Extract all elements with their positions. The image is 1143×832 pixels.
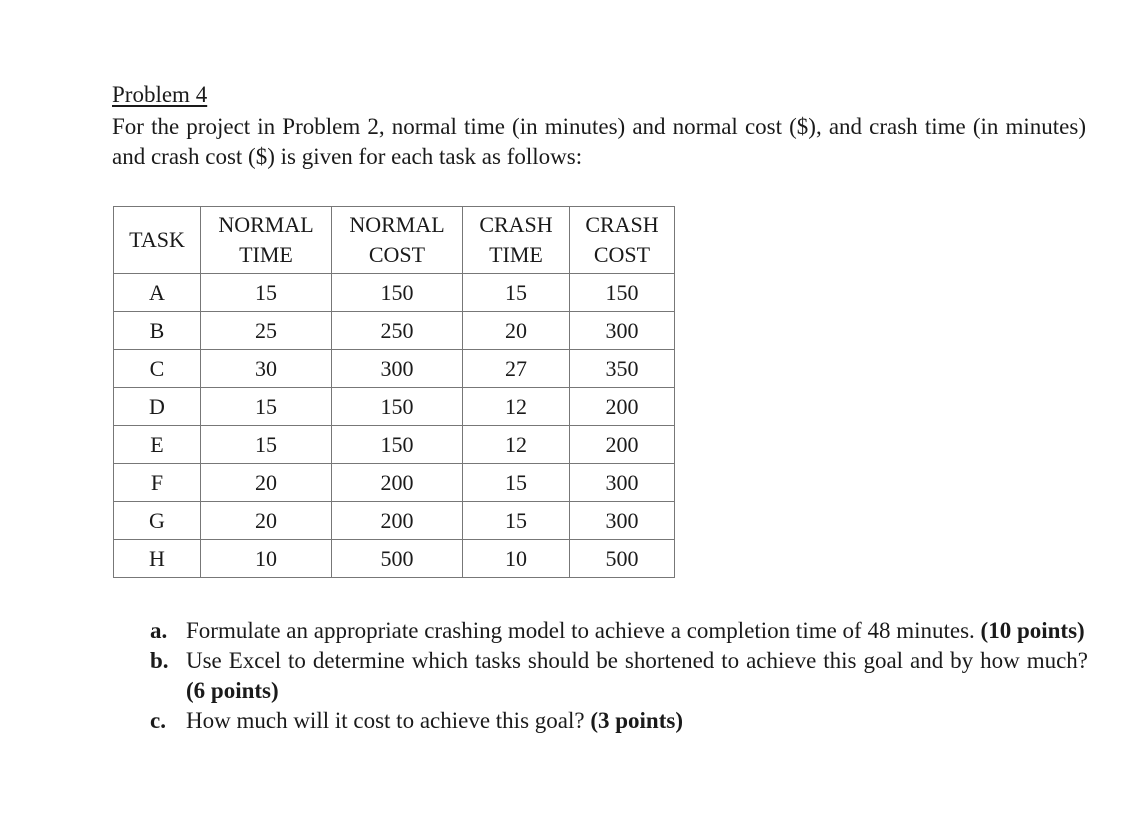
question-item: [150, 616, 1088, 646]
cell-normal-time: 30: [201, 350, 332, 388]
cell-task: H: [114, 540, 201, 578]
header-crash-time: [463, 207, 570, 274]
cell-normal-time: 20: [201, 464, 332, 502]
cell-task: C: [114, 350, 201, 388]
table-row: [114, 312, 675, 350]
cell-crash-time: 20: [463, 312, 570, 350]
header-label-line: TIME: [489, 242, 543, 267]
header-label-line: COST: [593, 242, 651, 267]
table-row: [114, 540, 675, 578]
problem-intro: For the project in Problem 2, normal time (in minutes) and normal cost ($), and crash time (in minutes) and crash cost ($) is given for each task as follows:: [112, 114, 1086, 169]
cell-task: D: [114, 388, 201, 426]
cell-normal-cost: 200: [332, 464, 463, 502]
cell-task: B: [114, 312, 201, 350]
question-list: [150, 616, 1088, 736]
question-marker: b.: [150, 648, 169, 673]
header-label-line: NORMAL: [218, 212, 314, 237]
header-crash-cost: [570, 207, 675, 274]
table-row: [114, 426, 675, 464]
cell-crash-time: 12: [463, 388, 570, 426]
question-text: How much will it cost to achieve this goal?: [186, 708, 591, 733]
table-header-row: [114, 207, 675, 274]
cell-crash-time: 15: [463, 502, 570, 540]
cell-normal-cost: 150: [332, 274, 463, 312]
header-label-line: CRASH: [479, 212, 553, 237]
question-text: Use Excel to determine which tasks should be shortened to achieve this goal and by how much?: [186, 648, 1088, 673]
table-row: [114, 464, 675, 502]
question-points: (10 points): [980, 618, 1085, 643]
question-points: (3 points): [590, 708, 683, 733]
header-label-line: TASK: [129, 227, 185, 252]
question-marker: a.: [150, 618, 168, 643]
cell-normal-cost: 150: [332, 426, 463, 464]
cell-task: G: [114, 502, 201, 540]
table-body: [114, 274, 675, 578]
cell-crash-cost: 350: [570, 350, 675, 388]
cell-crash-cost: 150: [570, 274, 675, 312]
cell-normal-time: 15: [201, 388, 332, 426]
question-points: (6 points): [186, 678, 279, 703]
header-normal-cost: [332, 207, 463, 274]
table-row: [114, 388, 675, 426]
cell-normal-time: 10: [201, 540, 332, 578]
cell-normal-cost: 150: [332, 388, 463, 426]
cell-normal-time: 25: [201, 312, 332, 350]
cell-crash-time: 10: [463, 540, 570, 578]
table-row: [114, 274, 675, 312]
task-cost-table: [113, 206, 675, 578]
cell-crash-time: 15: [463, 464, 570, 502]
cell-normal-time: 15: [201, 426, 332, 464]
cell-crash-time: 12: [463, 426, 570, 464]
question-item: [150, 706, 1088, 736]
table-row: [114, 502, 675, 540]
header-label-line: NORMAL: [349, 212, 445, 237]
table-row: [114, 350, 675, 388]
cell-task: F: [114, 464, 201, 502]
cell-normal-cost: 250: [332, 312, 463, 350]
cell-crash-cost: 200: [570, 388, 675, 426]
header-label-line: TIME: [239, 242, 293, 267]
header-label-line: CRASH: [585, 212, 659, 237]
question-item: [150, 646, 1088, 706]
cell-normal-time: 20: [201, 502, 332, 540]
problem-title: Problem 4: [112, 82, 208, 107]
cell-crash-cost: 300: [570, 312, 675, 350]
question-text: Formulate an appropriate crashing model to achieve a completion time of 48 minutes.: [186, 618, 981, 643]
cell-crash-cost: 300: [570, 464, 675, 502]
header-task: [114, 207, 201, 274]
cell-task: A: [114, 274, 201, 312]
header-label-line: COST: [368, 242, 426, 267]
cell-task: E: [114, 426, 201, 464]
question-marker: c.: [150, 708, 166, 733]
cell-crash-time: 27: [463, 350, 570, 388]
cell-normal-cost: 200: [332, 502, 463, 540]
cell-crash-cost: 500: [570, 540, 675, 578]
cell-crash-cost: 200: [570, 426, 675, 464]
header-normal-time: [201, 207, 332, 274]
cell-crash-cost: 300: [570, 502, 675, 540]
cell-crash-time: 15: [463, 274, 570, 312]
cell-normal-cost: 300: [332, 350, 463, 388]
cell-normal-time: 15: [201, 274, 332, 312]
cell-normal-cost: 500: [332, 540, 463, 578]
